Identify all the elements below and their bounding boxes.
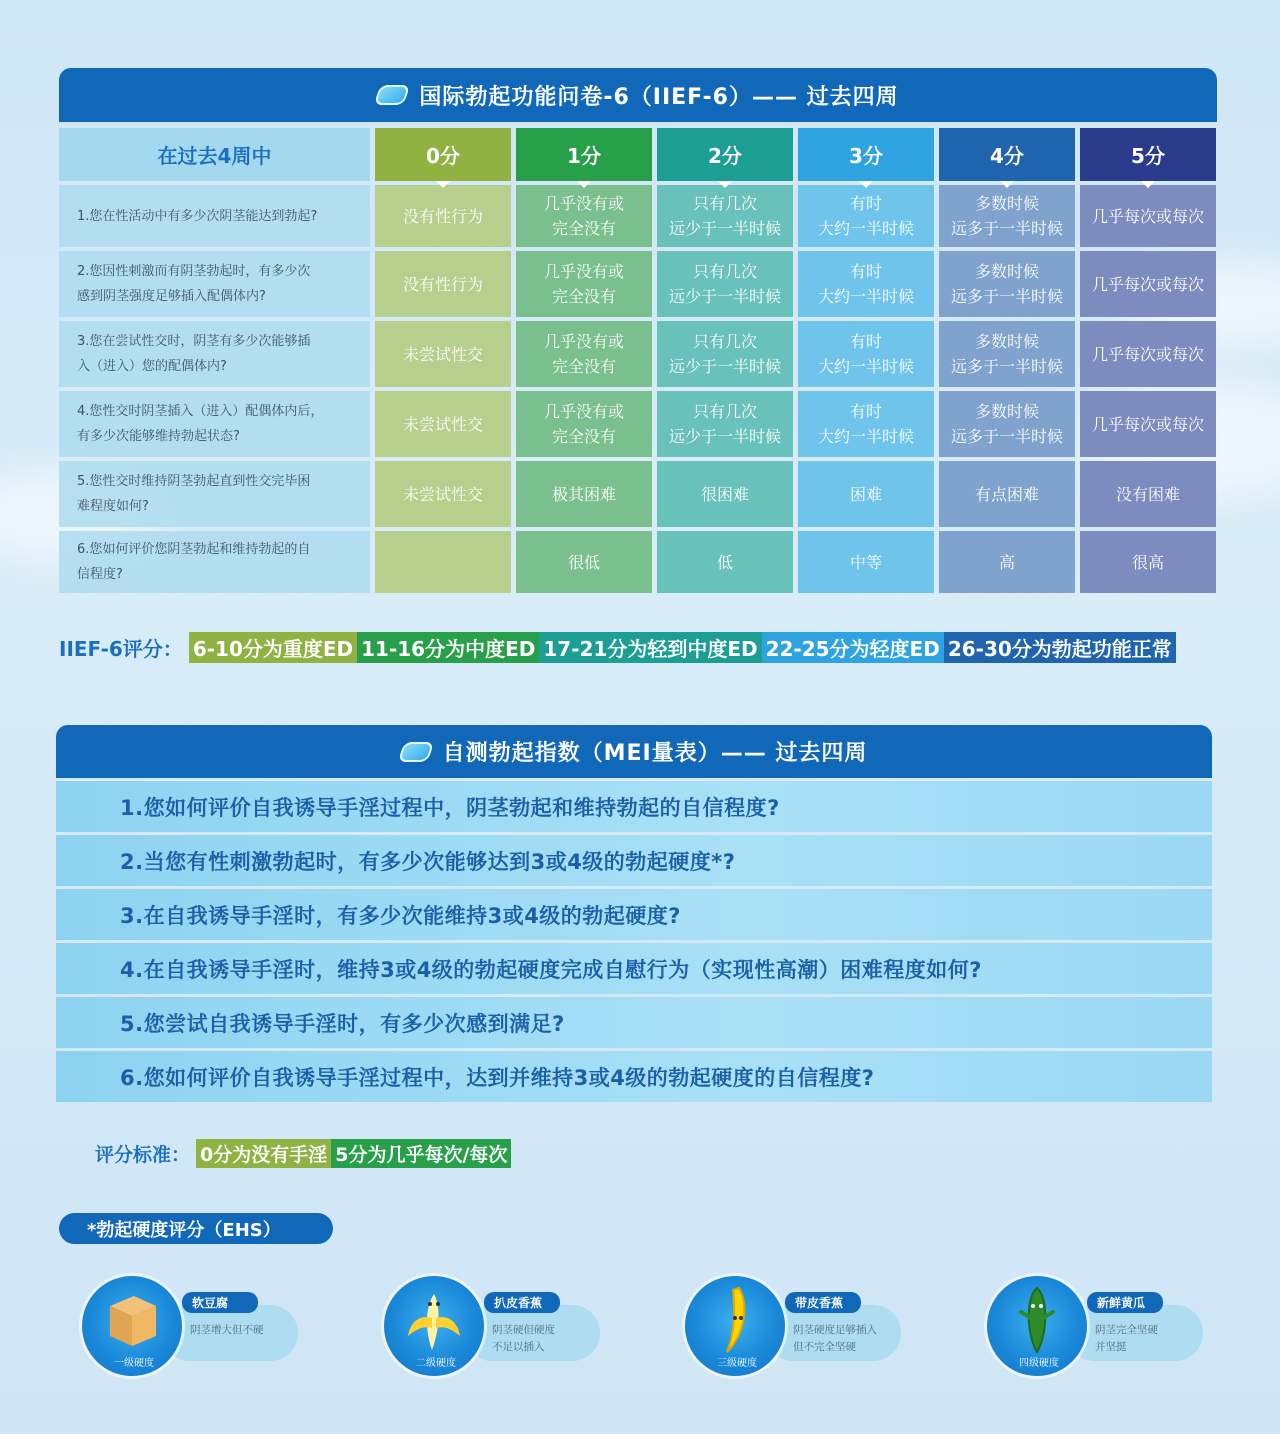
answer-line: 很高 bbox=[1131, 552, 1164, 572]
iief-title: 国际勃起功能问卷-6（IIEF-6）—— 过去四周 bbox=[419, 84, 899, 110]
answer-line: 远多于一半时候 bbox=[950, 357, 1063, 376]
question-text bbox=[77, 469, 310, 519]
answer-cell bbox=[798, 531, 934, 593]
answer-line: 未尝试性交 bbox=[402, 344, 483, 364]
ehs-description-line: 阴茎硬但硬度 bbox=[492, 1324, 555, 1336]
answer-line: 大约一半时候 bbox=[817, 219, 914, 238]
question-line: 2.您因性刺激而有阴茎勃起时，有多少次 bbox=[77, 264, 311, 279]
answer-cell bbox=[375, 321, 511, 387]
answer-line: 没有性行为 bbox=[402, 206, 483, 226]
answer-cell bbox=[516, 461, 652, 527]
ehs-description bbox=[793, 1322, 903, 1356]
ehs-circle bbox=[987, 1276, 1087, 1376]
ehs-item-2 bbox=[384, 1276, 609, 1376]
answer-cell bbox=[375, 531, 511, 593]
ehs-description bbox=[492, 1322, 602, 1356]
iief-table bbox=[59, 128, 1217, 593]
answer-line: 高 bbox=[998, 552, 1015, 572]
answer-line: 几乎没有或 bbox=[543, 194, 624, 213]
question-cell bbox=[59, 185, 370, 247]
answer-cell bbox=[1080, 461, 1216, 527]
answer-cell bbox=[1080, 531, 1216, 593]
ehs-description-line: 并坚挺 bbox=[1095, 1341, 1127, 1353]
answer-cell bbox=[939, 531, 1075, 593]
question-cell bbox=[59, 391, 370, 457]
mei-question-1: 1.您如何评价自我诱导手淫过程中，阴茎勃起和维持勃起的自信程度? bbox=[56, 781, 1212, 832]
question-cell bbox=[59, 531, 370, 593]
answer-line: 困难 bbox=[849, 484, 882, 504]
answer-cell bbox=[1080, 391, 1216, 457]
answer-cell bbox=[657, 531, 793, 593]
answer-line: 低 bbox=[716, 552, 733, 572]
question-line: 1.您在性活动中有多少次阴茎能达到勃起? bbox=[77, 208, 318, 224]
ehs-description-line: 阴茎增大但不硬 bbox=[190, 1324, 264, 1336]
banana-icon bbox=[705, 1284, 765, 1360]
ehs-name: 软豆腐 bbox=[182, 1292, 258, 1313]
answer-line: 完全没有 bbox=[551, 219, 616, 238]
iief-scoring bbox=[59, 632, 1176, 663]
answer-cell bbox=[657, 321, 793, 387]
answer-line: 远多于一半时候 bbox=[950, 287, 1063, 306]
answer-line: 大约一半时候 bbox=[817, 287, 914, 306]
ehs-description-line: 但不完全坚硬 bbox=[793, 1341, 856, 1353]
score-header-1: 1分 bbox=[516, 128, 652, 181]
answer-line: 几乎每次或每次 bbox=[1091, 344, 1204, 364]
answer-cell bbox=[1080, 185, 1216, 247]
iief-section bbox=[59, 68, 1217, 593]
answer-line: 只有几次 bbox=[692, 332, 757, 351]
mei-standard-label: 评分标准： bbox=[95, 1144, 191, 1166]
mei-question-4: 4.在自我诱导手淫时，维持3或4级的勃起硬度完成自慰行为（实现性高潮）困难程度如何? bbox=[56, 943, 1212, 994]
answer-cell bbox=[657, 461, 793, 527]
mei-standard bbox=[95, 1139, 511, 1168]
answer-line: 没有困难 bbox=[1115, 484, 1180, 504]
answer-line: 几乎每次或每次 bbox=[1091, 414, 1204, 434]
mei-question-2: 2.当您有性刺激勃起时，有多少次能够达到3或4级的勃起硬度*? bbox=[56, 835, 1212, 886]
question-line: 有多少次能够维持勃起状态? bbox=[77, 429, 240, 444]
answer-line: 只有几次 bbox=[692, 262, 757, 281]
score-header-3: 3分 bbox=[798, 128, 934, 181]
answer-line: 完全没有 bbox=[551, 357, 616, 376]
answer-line: 大约一半时候 bbox=[817, 357, 914, 376]
answer-line: 远少于一半时候 bbox=[668, 219, 781, 238]
answer-line: 未尝试性交 bbox=[402, 414, 483, 434]
answer-cell bbox=[375, 391, 511, 457]
mei-standard-segment-0: 0分为没有手淫 bbox=[196, 1139, 331, 1168]
question-line: 入（进入）您的配偶体内? bbox=[77, 359, 227, 374]
ehs-circle bbox=[685, 1276, 785, 1376]
ehs-name: 扒皮香蕉 bbox=[484, 1292, 560, 1313]
question-line: 5.您性交时维持阴茎勃起直到性交完毕困 bbox=[77, 474, 311, 489]
cucumber-icon bbox=[1007, 1284, 1067, 1360]
mei-question-3: 3.在自我诱导手淫时，有多少次能维持3或4级的勃起硬度? bbox=[56, 889, 1212, 940]
question-text bbox=[77, 537, 310, 587]
peeled-banana-icon bbox=[404, 1284, 464, 1360]
iief-scoring-label: IIEF-6评分： bbox=[59, 637, 183, 661]
ehs-item-1 bbox=[82, 1276, 307, 1376]
mei-title-bar bbox=[56, 725, 1212, 778]
answer-cell bbox=[939, 391, 1075, 457]
answer-cell bbox=[798, 321, 934, 387]
answer-cell bbox=[516, 531, 652, 593]
answer-line: 有时 bbox=[849, 262, 882, 281]
answer-cell bbox=[939, 185, 1075, 247]
score-header-0: 0分 bbox=[375, 128, 511, 181]
answer-line: 极其困难 bbox=[551, 484, 616, 504]
mei-question-6: 6.您如何评价自我诱导手淫过程中，达到并维持3或4级的勃起硬度的自信程度? bbox=[56, 1051, 1212, 1102]
ehs-description-line: 不足以插入 bbox=[492, 1341, 545, 1353]
scoring-segment-3: 22-25分为轻度ED bbox=[762, 632, 944, 663]
ehs-level: 四级硬度 bbox=[1019, 1358, 1059, 1369]
answer-cell bbox=[516, 185, 652, 247]
ehs-item-3 bbox=[685, 1276, 910, 1376]
answer-cell bbox=[375, 461, 511, 527]
ehs-level: 一级硬度 bbox=[114, 1358, 154, 1369]
answer-line: 多数时候 bbox=[974, 402, 1039, 421]
answer-line: 有时 bbox=[849, 194, 882, 213]
question-line: 难程度如何? bbox=[77, 499, 149, 514]
answer-cell bbox=[939, 461, 1075, 527]
answer-line: 几乎没有或 bbox=[543, 332, 624, 351]
question-line: 信程度? bbox=[77, 567, 123, 582]
iief-title-bar bbox=[59, 68, 1217, 122]
answer-line: 几乎没有或 bbox=[543, 402, 624, 421]
answer-line: 多数时候 bbox=[974, 194, 1039, 213]
ehs-level: 二级硬度 bbox=[416, 1358, 456, 1369]
question-cell bbox=[59, 321, 370, 387]
pill-icon bbox=[374, 85, 410, 105]
scoring-segment-4: 26-30分为勃起功能正常 bbox=[944, 632, 1176, 663]
answer-line: 远多于一半时候 bbox=[950, 219, 1063, 238]
answer-cell bbox=[657, 185, 793, 247]
question-line: 感到阴茎强度足够插入配偶体内? bbox=[77, 289, 266, 304]
answer-line: 中等 bbox=[849, 552, 882, 572]
ehs-description-line: 阴茎硬度足够插入 bbox=[793, 1324, 877, 1336]
ehs-description bbox=[190, 1322, 300, 1339]
question-cell bbox=[59, 461, 370, 527]
answer-line: 只有几次 bbox=[692, 402, 757, 421]
ehs-name: 新鲜黄瓜 bbox=[1087, 1292, 1163, 1313]
answer-line: 几乎每次或每次 bbox=[1091, 206, 1204, 226]
score-header-2: 2分 bbox=[657, 128, 793, 181]
answer-cell bbox=[375, 251, 511, 317]
question-header: 在过去4周中 bbox=[59, 128, 370, 181]
tofu-icon bbox=[102, 1284, 162, 1358]
answer-cell bbox=[939, 251, 1075, 317]
ehs-name: 带皮香蕉 bbox=[785, 1292, 861, 1313]
answer-line: 远少于一半时候 bbox=[668, 357, 781, 376]
answer-line: 远少于一半时候 bbox=[668, 287, 781, 306]
answer-cell bbox=[375, 185, 511, 247]
answer-line: 多数时候 bbox=[974, 332, 1039, 351]
answer-cell bbox=[657, 251, 793, 317]
answer-line: 没有性行为 bbox=[402, 274, 483, 294]
answer-line: 完全没有 bbox=[551, 427, 616, 446]
ehs-description bbox=[1095, 1322, 1205, 1356]
answer-cell bbox=[516, 251, 652, 317]
answer-cell bbox=[798, 251, 934, 317]
mei-question-5: 5.您尝试自我诱导手淫时，有多少次感到满足? bbox=[56, 997, 1212, 1048]
answer-line: 远多于一半时候 bbox=[950, 427, 1063, 446]
answer-cell bbox=[516, 321, 652, 387]
scoring-segment-1: 11-16分为中度ED bbox=[357, 632, 539, 663]
answer-line: 几乎没有或 bbox=[543, 262, 624, 281]
scoring-segment-0: 6-10分为重度ED bbox=[189, 632, 357, 663]
answer-line: 远少于一半时候 bbox=[668, 427, 781, 446]
mei-title: 自测勃起指数（MEI量表）—— 过去四周 bbox=[442, 741, 868, 766]
question-line: 4.您性交时阴茎插入（进入）配偶体内后， bbox=[77, 404, 324, 419]
answer-cell bbox=[939, 321, 1075, 387]
ehs-description-line: 阴茎完全坚硬 bbox=[1095, 1324, 1158, 1336]
score-header-4: 4分 bbox=[939, 128, 1075, 181]
answer-line: 有点困难 bbox=[974, 484, 1039, 504]
question-line: 6.您如何评价您阴茎勃起和维持勃起的自 bbox=[77, 542, 311, 557]
answer-cell bbox=[798, 185, 934, 247]
question-text bbox=[77, 259, 310, 309]
answer-line: 有时 bbox=[849, 332, 882, 351]
answer-cell bbox=[1080, 321, 1216, 387]
ehs-item-4 bbox=[987, 1276, 1212, 1376]
mei-standard-segment-1: 5分为几乎每次/每次 bbox=[331, 1139, 511, 1168]
ehs-circle bbox=[384, 1276, 484, 1376]
answer-line: 完全没有 bbox=[551, 287, 616, 306]
answer-cell bbox=[1080, 251, 1216, 317]
mei-section bbox=[56, 725, 1212, 1102]
score-header-5: 5分 bbox=[1080, 128, 1216, 181]
answer-line: 未尝试性交 bbox=[402, 484, 483, 504]
question-text bbox=[77, 399, 323, 449]
answer-line: 很低 bbox=[567, 552, 600, 572]
scoring-segment-2: 17-21分为轻到中度ED bbox=[539, 632, 761, 663]
question-line: 3.您在尝试性交时，阴茎有多少次能够插 bbox=[77, 334, 311, 349]
ehs-level: 三级硬度 bbox=[717, 1358, 757, 1369]
answer-line: 大约一半时候 bbox=[817, 427, 914, 446]
question-cell bbox=[59, 251, 370, 317]
answer-cell bbox=[516, 391, 652, 457]
answer-line: 多数时候 bbox=[974, 262, 1039, 281]
ehs-circle bbox=[82, 1276, 182, 1376]
answer-cell bbox=[798, 461, 934, 527]
question-text bbox=[77, 204, 317, 229]
answer-line: 很困难 bbox=[700, 484, 749, 504]
ehs-title: *勃起硬度评分（EHS） bbox=[59, 1213, 333, 1244]
answer-line: 只有几次 bbox=[692, 194, 757, 213]
answer-line: 几乎每次或每次 bbox=[1091, 274, 1204, 294]
pill-icon bbox=[397, 742, 433, 762]
answer-line: 有时 bbox=[849, 402, 882, 421]
answer-cell bbox=[798, 391, 934, 457]
question-text bbox=[77, 329, 310, 379]
answer-cell bbox=[657, 391, 793, 457]
